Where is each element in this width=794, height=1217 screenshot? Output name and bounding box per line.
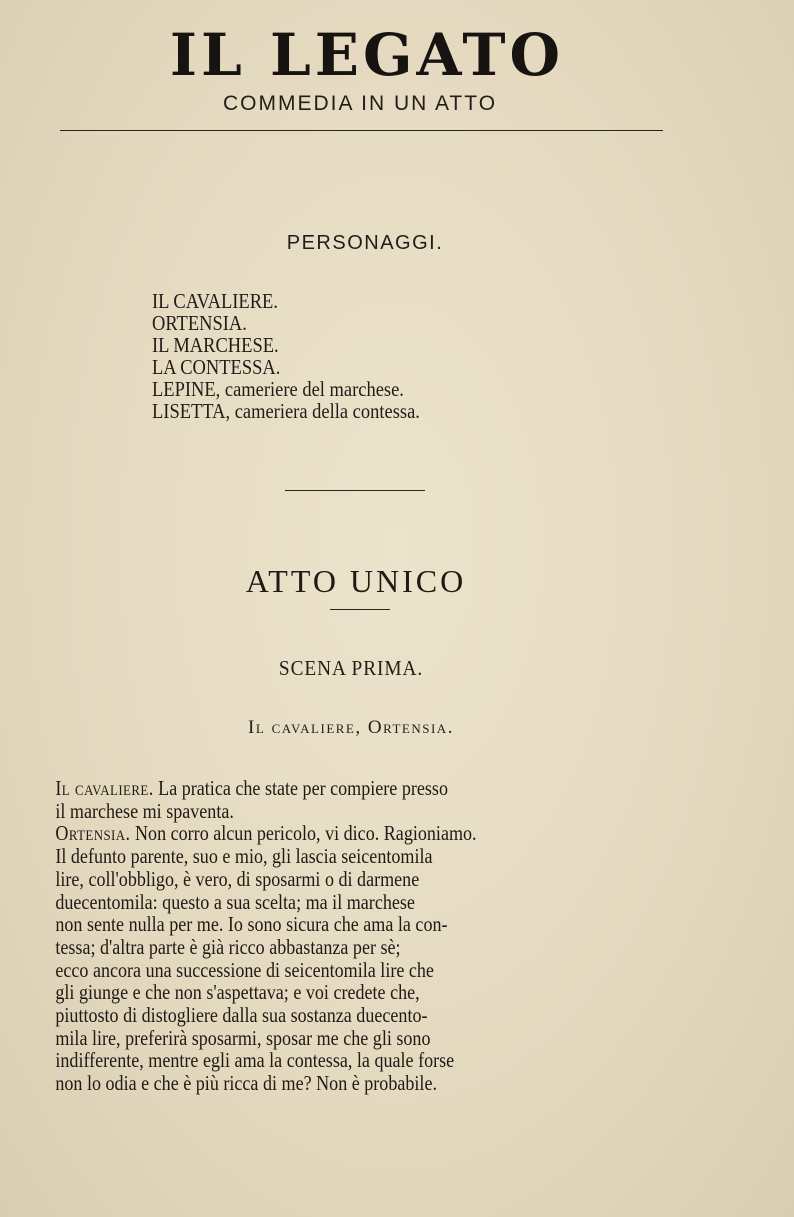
scene-characters: Il cavaliere, Ortensia.: [248, 717, 454, 738]
speech-line: lire, coll'obbligo, è vero, di sposarmi o di darmene: [55, 866, 420, 891]
character-item: LEPINE, cameriere del marchese.: [152, 377, 404, 401]
speech-ortensia: [52, 822, 752, 1094]
character-item: ORTENSIA.: [152, 311, 247, 335]
speech-line: il marchese mi spaventa.: [55, 798, 234, 823]
characters-list: [152, 290, 420, 422]
speech-text: Non corro alcun pericolo, vi dico. Ragioniamo.: [130, 821, 477, 846]
character-item: LISETTA, cameriera della contessa.: [152, 399, 420, 423]
speech-cavaliere: [52, 777, 752, 822]
speech-text: La pratica che state per compiere presso: [153, 776, 448, 800]
speaker-name: Il cavaliere.: [55, 776, 154, 800]
speech-line: ecco ancora una successione di seicentomila lire che: [55, 957, 434, 982]
speech-line: non sente nulla per me. Io sono sicura che ama la con-: [55, 912, 448, 937]
act-title: ATTO UNICO: [245, 563, 467, 599]
character-item: IL CAVALIERE.: [152, 289, 278, 313]
speech-line: duecentomila: questo a sua scelta; ma il marchese: [55, 889, 415, 914]
character-item: LA CONTESSA.: [152, 355, 281, 379]
speech-line: Il defunto parente, suo e mio, gli lascia seicentomila: [55, 844, 433, 869]
title-divider: [60, 130, 663, 131]
speech-first-line: [55, 776, 657, 800]
character-item: IL MARCHESE.: [152, 333, 279, 357]
dialogue: [52, 777, 752, 1095]
speech-line: piuttosto di distogliere dalla sua sostanza duecento-: [55, 1003, 428, 1028]
play-title: IL LEGATO: [169, 21, 565, 89]
speech-line: indifferente, mentre egli ama la contessa, la quale forse: [55, 1048, 455, 1073]
scene-title: SCENA PRIMA.: [278, 656, 424, 680]
speech-line: tessa; d'altra parte è già ricco abbastanza per sè;: [55, 934, 401, 959]
characters-heading: PERSONAGGI.: [286, 232, 444, 254]
section-divider: [285, 490, 425, 491]
act-divider: [330, 609, 390, 610]
play-subtitle: COMMEDIA IN UN ATTO: [222, 92, 498, 115]
speech-line: non lo odia e che è più ricca di me? Non è probabile.: [55, 1071, 437, 1096]
speech-first-line: [55, 821, 657, 846]
speech-line: gli giunge e che non s'aspettava; e voi credete che,: [55, 980, 420, 1005]
speaker-name: Ortensia.: [55, 821, 131, 846]
speech-line: mila lire, preferirà sposarmi, sposar me che gli sono: [55, 1025, 431, 1050]
